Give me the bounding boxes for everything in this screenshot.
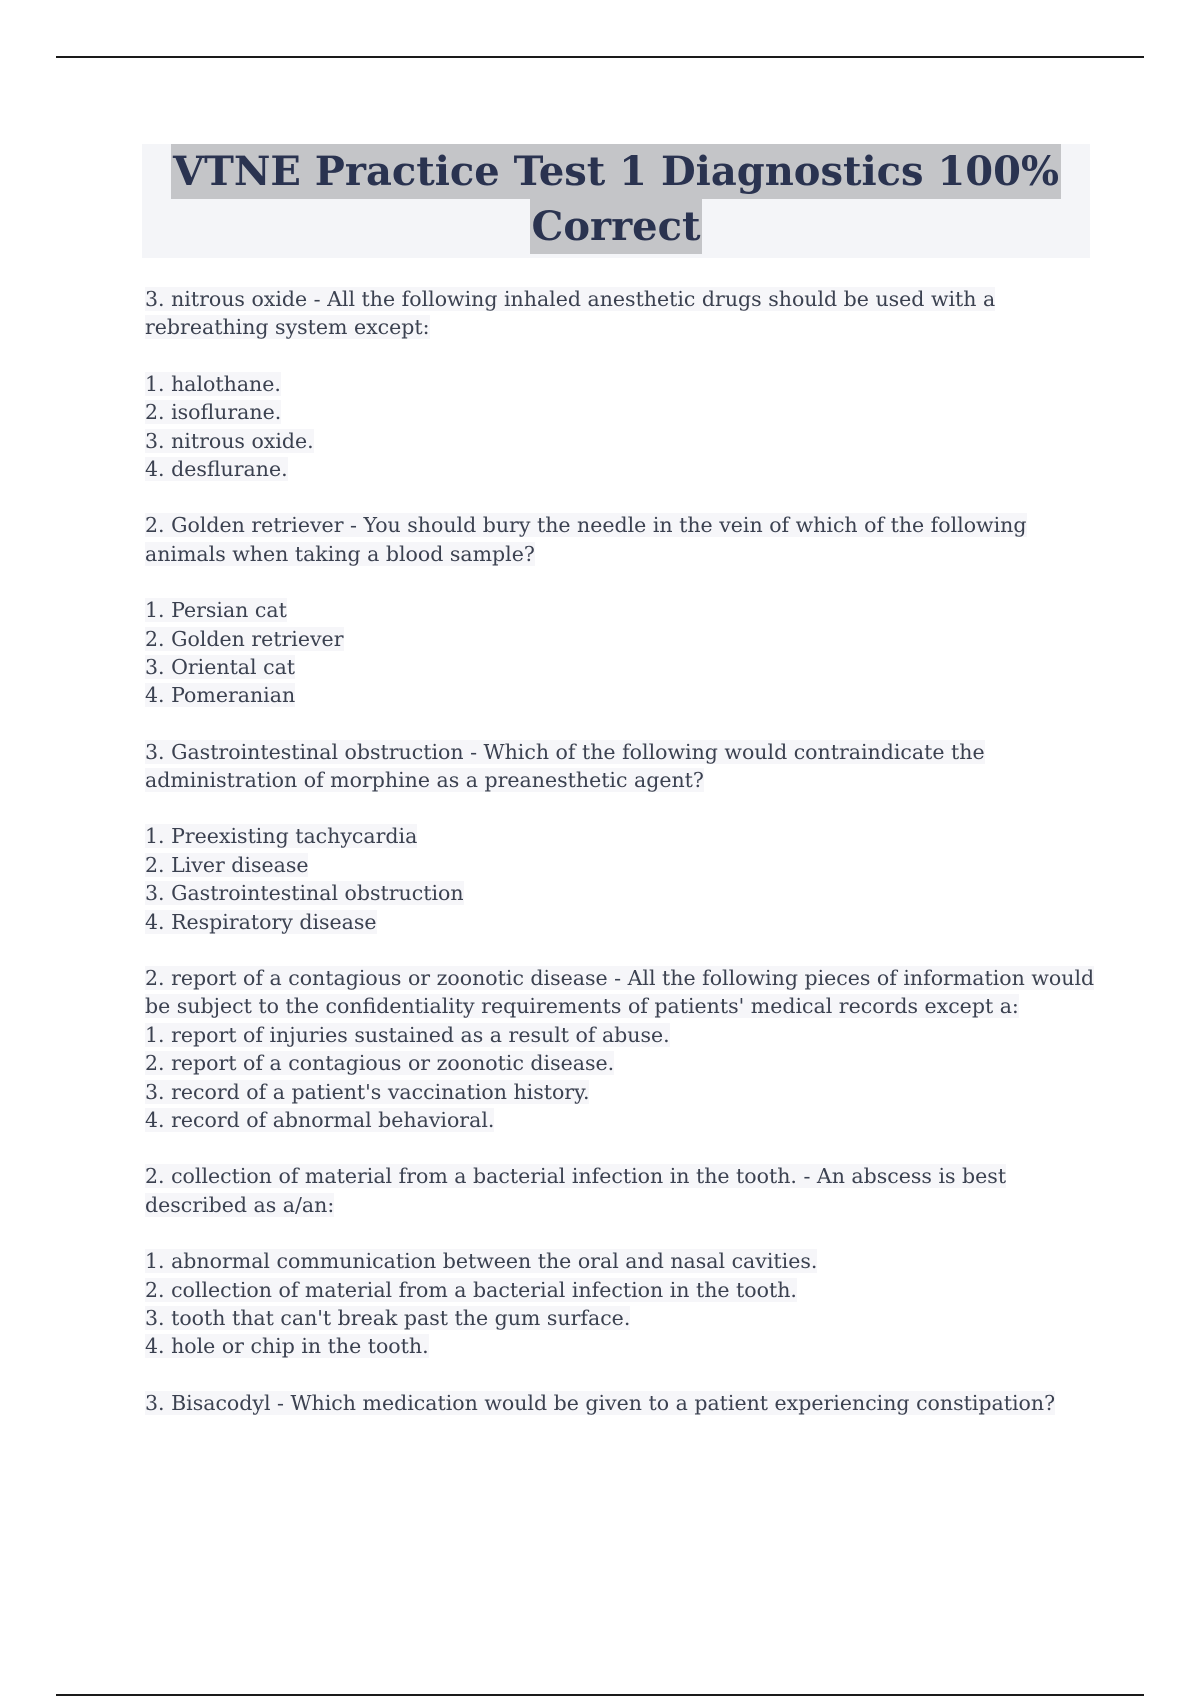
text-line-content: 3. Gastrointestinal obstruction [145,881,464,906]
text-line-content: 1. Preexisting tachycardia [145,824,418,849]
text-line [145,455,1085,483]
text-line-content: 2. report of a contagious or zoonotic disease - All the following pieces of information would [145,966,1095,991]
text-line-content: described as a/an: [145,1192,335,1217]
text-line [145,540,1085,568]
text-line-content: be subject to the confidentiality requirements of patients' medical records except a: [145,994,1019,1019]
text-line [145,992,1085,1020]
text-line-content: 3. nitrous oxide - All the following inhaled anesthetic drugs should be used with a [145,287,996,311]
text-line [145,964,1095,992]
text-line [145,1106,1085,1134]
header-rule [56,56,1144,58]
title-box [142,144,1090,258]
text-line [145,879,1085,907]
text-line-content: 1. halothane. [145,371,281,396]
page-title-line-1: VTNE Practice Test 1 Diagnostics 100% [171,144,1061,199]
text-line [145,596,1085,624]
text-line-content: 3. Bisacodyl - Which medication would be given to a patient experiencing constipation? [145,1390,1056,1415]
text-line-content: rebreathing system except: [145,315,430,340]
text-line [145,1389,1085,1417]
text-line [145,681,1085,709]
text-block [145,370,1085,484]
text-line [145,511,1085,539]
text-line-content: 1. abnormal communication between the oral and nasal cavities. [145,1249,818,1274]
text-line [145,653,1085,681]
text-line-content: 3. Oriental cat [145,654,296,679]
text-block [145,1247,1085,1361]
text-line-content: 2. report of a contagious or zoonotic disease. [145,1051,615,1076]
text-line [145,1078,1085,1106]
text-line-content: 4. Pomeranian [145,683,296,708]
text-line [145,1332,1085,1360]
text-line-content: 2. Liver disease [145,852,309,877]
text-line [145,1276,1085,1304]
text-block [145,511,1085,568]
text-line [145,398,1085,426]
text-block [145,285,1085,342]
footer-rule [56,1694,1144,1696]
text-line [145,1049,1085,1077]
text-line-content: 4. Respiratory disease [145,909,377,934]
text-line [145,1304,1085,1332]
text-line [145,1191,1085,1219]
text-line-content: 1. Persian cat [145,598,287,623]
text-block [145,1389,1085,1417]
text-line-content: 2. collection of material from a bacterial infection in the tooth. - An abscess is best [145,1164,1007,1189]
text-line-content: 4. record of abnormal behavioral. [145,1107,495,1132]
text-block [145,1162,1085,1219]
text-line-content: 3. nitrous oxide. [145,428,314,453]
text-line [145,908,1085,936]
text-line-content: administration of morphine as a preanesthetic agent? [145,768,704,793]
text-line [145,427,1085,455]
text-line-content: 2. collection of material from a bacterial infection in the tooth. [145,1277,797,1302]
text-block [145,738,1085,795]
text-line [145,370,1085,398]
text-line [145,285,1085,313]
text-line [145,1247,1085,1275]
text-line [145,851,1085,879]
text-line [145,1162,1085,1190]
text-line [145,822,1085,850]
page-title-line-2: Correct [530,199,703,254]
text-line-content: 3. Gastrointestinal obstruction - Which of the following would contraindicate the [145,739,985,764]
text-line [145,766,1085,794]
text-line [145,313,1085,341]
text-line-content: 2. Golden retriever [145,626,344,651]
text-line-content: 3. tooth that can't break past the gum surface. [145,1305,631,1330]
text-line [145,625,1085,653]
text-block [145,596,1085,710]
text-line-content: 2. Golden retriever - You should bury the needle in the vein of which of the following [145,513,1027,538]
text-line [145,1021,1085,1049]
text-line-content: 4. desflurane. [145,456,288,481]
text-block [145,822,1085,936]
document-body [145,285,1095,1445]
text-line-content: 4. hole or chip in the tooth. [145,1334,429,1359]
text-line-content: 3. record of a patient's vaccination history. [145,1079,590,1104]
text-line-content: 2. isoflurane. [145,400,282,425]
text-line-content: animals when taking a blood sample? [145,541,535,566]
text-line-content: 1. report of injuries sustained as a result of abuse. [145,1022,670,1047]
text-block [145,964,1095,1134]
text-line [145,738,1085,766]
